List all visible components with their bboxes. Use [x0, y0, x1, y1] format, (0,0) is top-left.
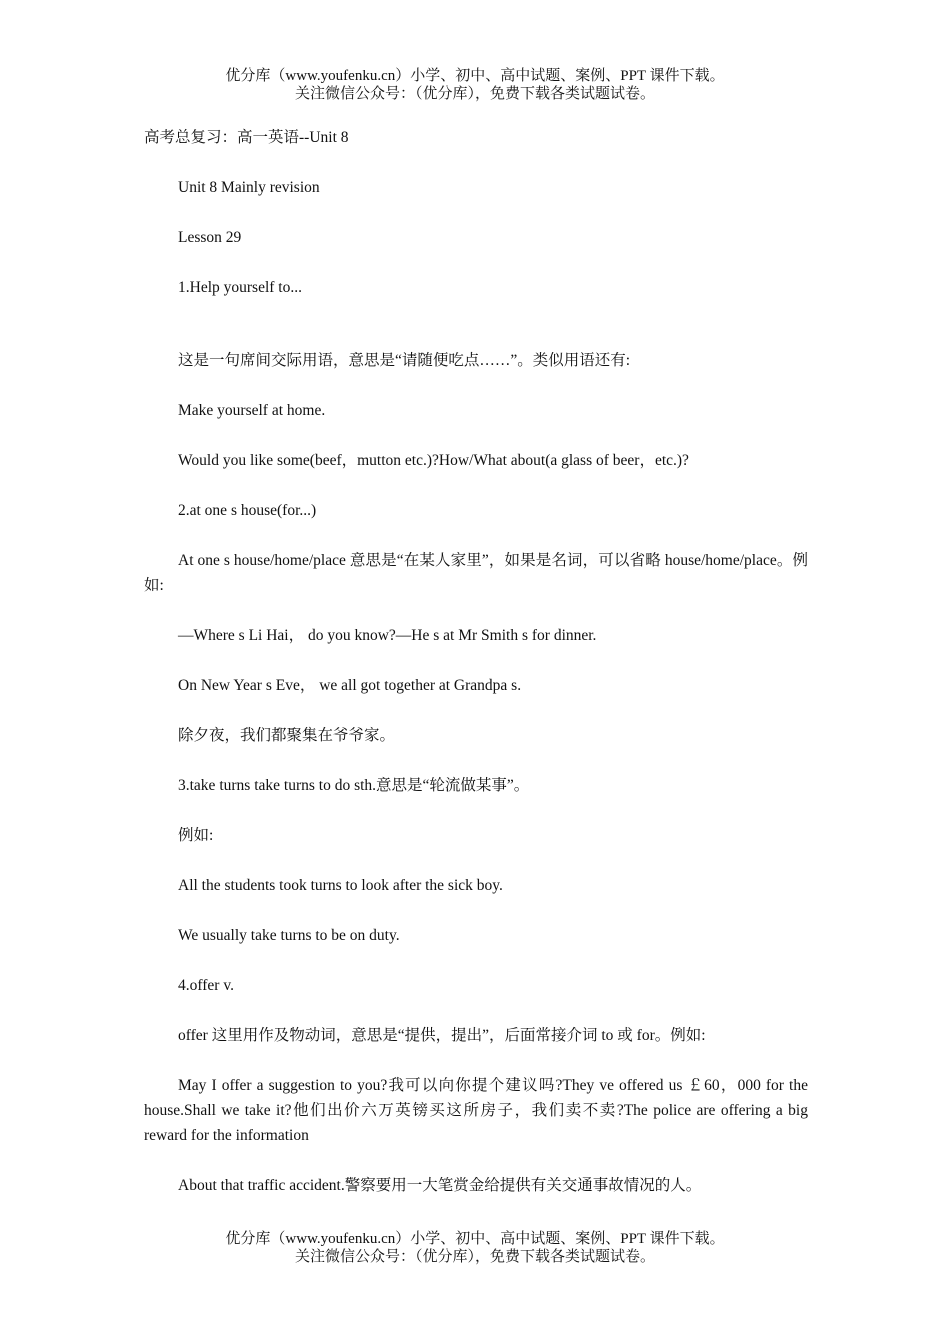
example-sentence: Would you like some(beef，mutton etc.)?How/What about(a glass of beer，etc.)? [178, 452, 689, 469]
point-2-heading: 2.at one s house(for...) [178, 502, 317, 519]
example-translation: 除夕夜，我们都聚集在爷爷家。 [178, 727, 396, 744]
page-footer [0, 1230, 950, 1266]
example-paragraph-continued: About that traffic accident.警察要用一大笔赏金给提供有关交通事故情况的人。 [178, 1177, 702, 1194]
example-sentence: We usually take turns to be on duty. [178, 927, 400, 944]
example-paragraph: May I offer a suggestion to you?我可以向你提个建议吗?They ve offered us ￡60，000 for the house.Shall we take it?他们出价六万英镑买这所房子，我们卖不卖?The police are offering a big reward for the information [144, 1077, 808, 1144]
page-header [0, 67, 950, 103]
document-title: 高考总复习：高一英语--Unit 8 [144, 129, 349, 146]
point-2-explanation: At one s house/home/place 意思是“在某人家里”，如果是名词，可以省略 house/home/place。例如: [144, 552, 808, 594]
example-sentence: Make yourself at home. [178, 402, 326, 419]
header-line-1: 优分库（www.youfenku.cn）小学、初中、高中试题、案例、PPT 课件下载。 [225, 68, 725, 84]
document-body [144, 125, 808, 1223]
footer-line-2: 关注微信公众号：（优分库），免费下载各类试题试卷。 [294, 1249, 655, 1265]
header-line-2: 关注微信公众号：（优分库），免费下载各类试题试卷。 [294, 86, 655, 102]
point-3-heading: 3.take turns take turns to do sth.意思是“轮流做某事”。 [178, 777, 530, 794]
example-sentence: On New Year s Eve， we all got together at Grandpa s. [178, 677, 522, 694]
point-4-explanation: offer 这里用作及物动词，意思是“提供，提出”，后面常接介词 to 或 for。例如: [178, 1027, 706, 1044]
point-4-heading: 4.offer v. [178, 977, 234, 994]
point-1-heading: 1.Help yourself to... [178, 279, 302, 296]
footer-line-1: 优分库（www.youfenku.cn）小学、初中、高中试题、案例、PPT 课件下载。 [225, 1231, 725, 1247]
example-label: 例如: [178, 827, 214, 844]
point-1-explanation: 这是一句席间交际用语，意思是“请随便吃点……”。类似用语还有: [178, 352, 631, 369]
unit-heading: Unit 8 Mainly revision [178, 179, 320, 196]
example-sentence: All the students took turns to look after the sick boy. [178, 877, 503, 894]
example-sentence: —Where s Li Hai， do you know?—He s at Mr Smith s for dinner. [178, 627, 597, 644]
lesson-heading: Lesson 29 [178, 229, 242, 246]
